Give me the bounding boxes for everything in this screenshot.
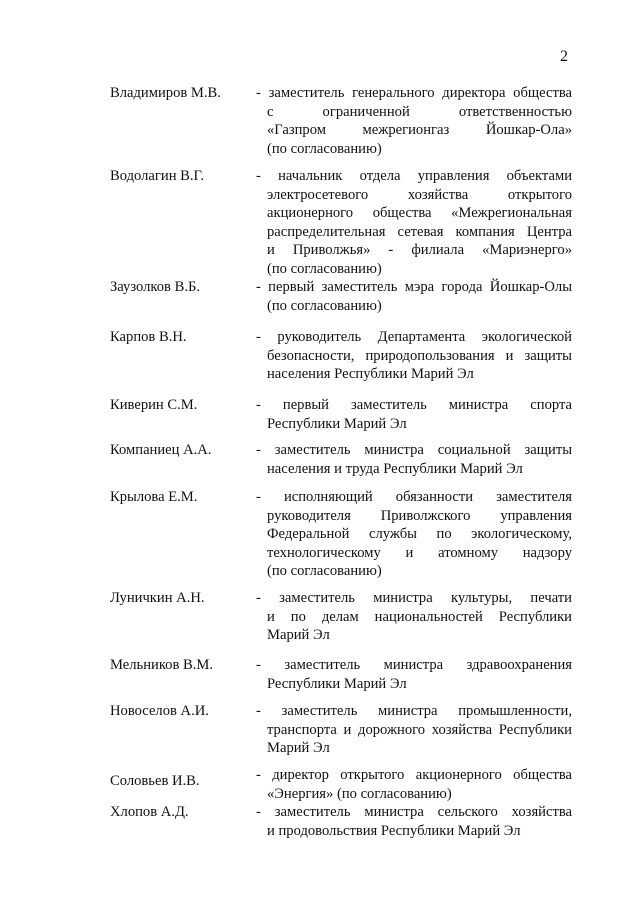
position-line: «Энергия» (по согласованию) <box>267 785 452 802</box>
member-name: Хлопов А.Д. <box>110 804 189 820</box>
position-line: - исполняющий обязанности заместителя <box>256 489 572 505</box>
member-name: Крылова Е.М. <box>110 489 198 505</box>
position-line: «Газпром межрегионгаз Йошкар-Ола» <box>267 122 572 138</box>
member-name: Заузолков В.Б. <box>110 279 201 295</box>
position-line: - первый заместитель мэра города Йошкар-Олы <box>256 279 572 295</box>
position-line: - заместитель министра социальной защиты <box>256 442 572 458</box>
member-name: Мельников В.М. <box>110 657 214 673</box>
position-line: Марий Эл <box>267 740 330 756</box>
position-line: - заместитель министра сельского хозяйства <box>256 804 572 820</box>
position-line: акционерного общества «Межрегиональная <box>267 205 572 221</box>
position-line: населения и труда Республики Марий Эл <box>267 460 523 477</box>
member-name: Киверин С.М. <box>110 397 198 413</box>
member-name: Новоселов А.И. <box>110 703 209 719</box>
position-line: транспорта и дорожного хозяйства Республики <box>267 721 572 738</box>
member-name: Карпов В.Н. <box>110 329 187 345</box>
position-line: и продовольствия Республики Марий Эл <box>267 822 521 839</box>
position-line: и по делам национальностей Республики <box>267 608 572 625</box>
position-line: - руководитель Департамента экологической <box>256 329 572 345</box>
member-name: Луничкин А.Н. <box>110 590 205 606</box>
position-line: безопасности, природопользования и защиты <box>267 347 572 364</box>
member-name: Владимиров М.В. <box>110 85 221 101</box>
member-name: Компаниец А.А. <box>110 442 212 458</box>
position-line: - заместитель министра здравоохранения <box>256 657 572 673</box>
position-line: - заместитель министра культуры, печати <box>256 590 572 606</box>
position-line: и Приволжья» - филиала «Мариэнерго» <box>267 242 572 258</box>
position-line: электросетевого хозяйства открытого <box>267 186 572 203</box>
position-line: Республики Марий Эл <box>267 415 407 432</box>
position-line: - заместитель генерального директора общества <box>256 85 572 101</box>
position-line: Федеральной службы по экологическому, <box>267 526 572 542</box>
position-line: - директор открытого акционерного общества <box>256 767 572 783</box>
position-line: технологическому и атомному надзору <box>267 544 572 561</box>
position-line: с ограниченной ответственностью <box>267 103 572 120</box>
position-line: руководителя Приволжского управления <box>267 507 572 524</box>
position-line: (по согласованию) <box>267 563 382 579</box>
position-line: - заместитель министра промышленности, <box>256 703 572 719</box>
member-name: Соловьев И.В. <box>110 773 200 789</box>
position-line: (по согласованию) <box>267 260 382 277</box>
member-name: Водолагин В.Г. <box>110 168 204 184</box>
position-line: (по согласованию) <box>267 140 382 157</box>
position-line: распределительная сетевая компания Центра <box>267 223 572 240</box>
position-line: населения Республики Марий Эл <box>267 366 474 382</box>
position-line: - первый заместитель министра спорта <box>256 397 572 413</box>
position-line: Марий Эл <box>267 627 330 643</box>
position-line: Республики Марий Эл <box>267 675 407 692</box>
position-line: - начальник отдела управления объектами <box>256 168 572 184</box>
position-line: (по согласованию) <box>267 297 382 314</box>
page-number: 2 <box>560 48 568 65</box>
